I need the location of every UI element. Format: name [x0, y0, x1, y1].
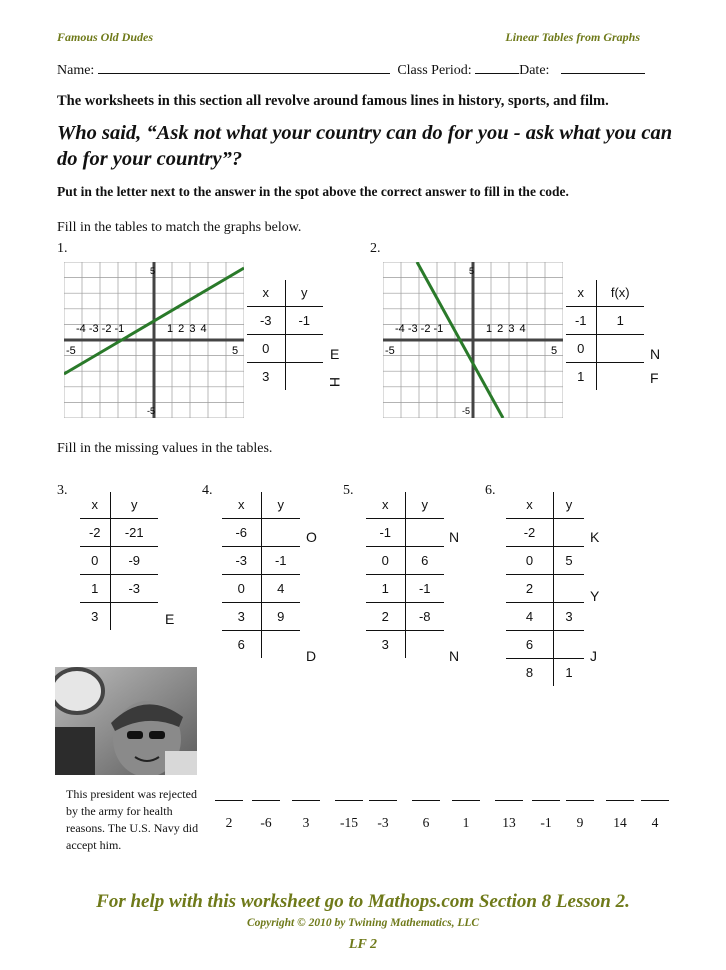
- table-cell: 3: [222, 602, 261, 630]
- table-cell: 5: [554, 546, 584, 574]
- table-cell: 6: [222, 630, 261, 658]
- table-cell: -9: [110, 546, 158, 574]
- problem-2-number: 2.: [370, 241, 381, 256]
- table-cell: 1: [366, 574, 405, 602]
- code-slot[interactable]: [411, 800, 441, 831]
- table-cell: 0: [506, 546, 554, 574]
- president-photo: [55, 667, 197, 775]
- table-cell: 3: [366, 630, 405, 658]
- problem-2-letter-n: N: [650, 346, 661, 362]
- table-header-y: y: [554, 492, 584, 518]
- problem-3-number: 3.: [57, 483, 68, 498]
- table-cell: 3: [554, 602, 584, 630]
- code-slot[interactable]: [565, 800, 595, 831]
- code-blank[interactable]: [452, 800, 480, 801]
- code-value: 2: [225, 815, 233, 830]
- problem-3-table: [80, 492, 158, 630]
- code-blank[interactable]: [641, 800, 669, 801]
- table-cell: -1: [285, 306, 323, 334]
- table-header-y: y: [110, 492, 158, 518]
- intro-text: The worksheets in this section all revolve around famous lines in history, sports, and film.: [57, 93, 609, 109]
- code-value: 4: [651, 815, 659, 830]
- name-row: [57, 62, 645, 79]
- table-cell-blank[interactable]: [261, 630, 300, 658]
- table-cell: 1: [554, 658, 584, 686]
- table-cell: -1: [566, 306, 596, 334]
- photo-image: [55, 667, 197, 775]
- table-cell: 4: [506, 602, 554, 630]
- table-header-fx: f(x): [596, 280, 644, 306]
- problem-6-table: [506, 492, 584, 686]
- table-cell-blank[interactable]: [285, 362, 323, 390]
- table-cell-blank[interactable]: [596, 362, 644, 390]
- code-slot[interactable]: [291, 800, 321, 831]
- problem-4-letter-o: O: [306, 529, 317, 545]
- y-max-label: 5: [469, 266, 475, 276]
- table-cell: -21: [110, 518, 158, 546]
- code-slot[interactable]: [640, 800, 670, 831]
- instructions-text: Put in the letter next to the answer in the spot above the correct answer to fill in the code.: [57, 184, 569, 199]
- table-cell: -3: [247, 306, 285, 334]
- footer-page-number: LF 2: [348, 937, 378, 952]
- problem-4-number: 4.: [202, 483, 213, 498]
- class-period-blank[interactable]: [475, 62, 519, 74]
- problem-1-graph: [64, 262, 244, 418]
- problem-5-letter-n-bottom: N: [449, 648, 460, 664]
- code-value: -6: [260, 815, 272, 830]
- table-cell-blank[interactable]: [285, 334, 323, 362]
- x-neg-tick-labels: -4 -3 -2 -1: [76, 323, 125, 335]
- code-slot[interactable]: [451, 800, 481, 831]
- problem-5-letter-n-top: N: [449, 529, 460, 545]
- code-blank[interactable]: [335, 800, 363, 801]
- table-header-x: x: [566, 280, 596, 306]
- problem-4-letter-d: D: [306, 648, 317, 664]
- footer-help-text: For help with this worksheet go to Mathops.com Section 8 Lesson 2.: [96, 891, 630, 912]
- table-cell-blank[interactable]: [554, 574, 584, 602]
- table-cell: -2: [80, 518, 110, 546]
- table-cell: 1: [566, 362, 596, 390]
- date-blank[interactable]: [561, 62, 645, 74]
- table-cell: 0: [566, 334, 596, 362]
- table-cell: -1: [366, 518, 405, 546]
- problem-6-letter-y: Y: [590, 588, 600, 604]
- section2-title: Fill in the missing values in the tables.: [57, 441, 273, 456]
- problem-6-letter-j: J: [590, 648, 597, 664]
- code-blank[interactable]: [369, 800, 397, 801]
- table-cell: -1: [405, 574, 444, 602]
- section1-title: Fill in the tables to match the graphs below.: [57, 220, 302, 235]
- problem-2-table: [566, 280, 644, 390]
- code-slot[interactable]: [605, 800, 635, 831]
- table-cell: 0: [80, 546, 110, 574]
- problem-1-table: [247, 280, 323, 390]
- class-period-label: Class Period:: [397, 63, 472, 78]
- x-pos-tick-labels: 1 2 3 4: [486, 323, 526, 335]
- code-value: -15: [340, 815, 358, 830]
- code-slot[interactable]: [531, 800, 561, 831]
- code-value: 3: [302, 815, 310, 830]
- code-value: 9: [576, 815, 584, 830]
- problem-1-letter-h: H: [327, 376, 344, 388]
- table-cell-blank[interactable]: [110, 602, 158, 630]
- table-header-y: y: [261, 492, 300, 518]
- code-value: 1: [462, 815, 470, 830]
- table-cell: -3: [222, 546, 261, 574]
- code-value: 6: [422, 815, 430, 830]
- name-label: Name:: [57, 63, 95, 78]
- problem-5-table: [366, 492, 444, 658]
- problem-3-letter-e: E: [165, 611, 175, 627]
- code-value: 13: [502, 815, 516, 830]
- header-left-title: Famous Old Dudes: [57, 30, 154, 44]
- table-cell: 6: [506, 630, 554, 658]
- code-blank[interactable]: [566, 800, 594, 801]
- table-cell: 1: [596, 306, 644, 334]
- table-cell-blank[interactable]: [596, 334, 644, 362]
- table-cell: -1: [261, 546, 300, 574]
- table-cell: 0: [247, 334, 285, 362]
- table-cell-blank[interactable]: [554, 518, 584, 546]
- problem-2-graph: [383, 262, 563, 418]
- code-blank[interactable]: [495, 800, 523, 801]
- photo-caption: This president was rejected by the army for health reasons. The U.S. Navy did accept him.: [66, 787, 199, 852]
- x-pos-tick-labels: 1 2 3 4: [167, 323, 207, 335]
- x-min-label: -5: [66, 345, 76, 357]
- table-cell: -3: [110, 574, 158, 602]
- code-blank[interactable]: [532, 800, 560, 801]
- table-cell: 3: [80, 602, 110, 630]
- code-slot[interactable]: [494, 800, 524, 831]
- table-header-x: x: [506, 492, 554, 518]
- table-cell-blank[interactable]: [405, 518, 444, 546]
- header-right-title: Linear Tables from Graphs: [505, 30, 640, 44]
- y-min-label: -5: [147, 406, 156, 416]
- code-value: 14: [613, 815, 627, 830]
- table-cell: 3: [247, 362, 285, 390]
- table-cell: 6: [405, 546, 444, 574]
- table-header-y: y: [285, 280, 323, 306]
- code-value: -3: [377, 815, 389, 830]
- code-blank[interactable]: [292, 800, 320, 801]
- problem-1-letter-e: E: [330, 346, 340, 362]
- table-cell: 2: [506, 574, 554, 602]
- code-blank[interactable]: [252, 800, 280, 801]
- table-cell: -8: [405, 602, 444, 630]
- table-cell: 4: [261, 574, 300, 602]
- table-cell: 8: [506, 658, 554, 686]
- table-cell-blank[interactable]: [405, 630, 444, 658]
- code-slot[interactable]: [251, 800, 281, 831]
- table-cell: 0: [366, 546, 405, 574]
- problem-2-letter-f: F: [650, 370, 659, 386]
- table-cell-blank[interactable]: [261, 518, 300, 546]
- date-label: Date:: [519, 63, 550, 78]
- question-text: Who said, “Ask not what your country can do for you - ask what you can do for your country”?: [57, 122, 673, 170]
- code-blank[interactable]: [606, 800, 634, 801]
- code-slot[interactable]: [368, 800, 398, 831]
- table-header-x: x: [222, 492, 261, 518]
- y-max-label: 5: [150, 266, 156, 276]
- table-cell: -2: [506, 518, 554, 546]
- table-cell: 2: [366, 602, 405, 630]
- y-min-label: -5: [462, 406, 471, 416]
- table-header-x: x: [247, 280, 285, 306]
- x-neg-tick-labels: -4 -3 -2 -1: [395, 323, 444, 335]
- code-blank[interactable]: [412, 800, 440, 801]
- table-cell: 9: [261, 602, 300, 630]
- x-max-label: 5: [232, 345, 239, 357]
- code-blank[interactable]: [215, 800, 243, 801]
- problem-4-table: [222, 492, 300, 658]
- x-min-label: -5: [385, 345, 395, 357]
- name-blank[interactable]: [98, 62, 390, 74]
- problem-6-number: 6.: [485, 483, 496, 498]
- table-cell-blank[interactable]: [554, 630, 584, 658]
- code-slot[interactable]: [334, 800, 364, 831]
- x-max-label: 5: [551, 345, 558, 357]
- problem-6-letter-k: K: [590, 529, 600, 545]
- code-slot[interactable]: [214, 800, 244, 831]
- table-cell: 1: [80, 574, 110, 602]
- table-header-x: x: [366, 492, 405, 518]
- problem-1-number: 1.: [57, 241, 68, 256]
- code-value: -1: [540, 815, 552, 830]
- footer-copyright: Copyright © 2010 by Twining Mathematics, LLC: [246, 917, 480, 929]
- table-header-x: x: [80, 492, 110, 518]
- table-header-y: y: [405, 492, 444, 518]
- table-cell: -6: [222, 518, 261, 546]
- table-cell: 0: [222, 574, 261, 602]
- problem-5-number: 5.: [343, 483, 354, 498]
